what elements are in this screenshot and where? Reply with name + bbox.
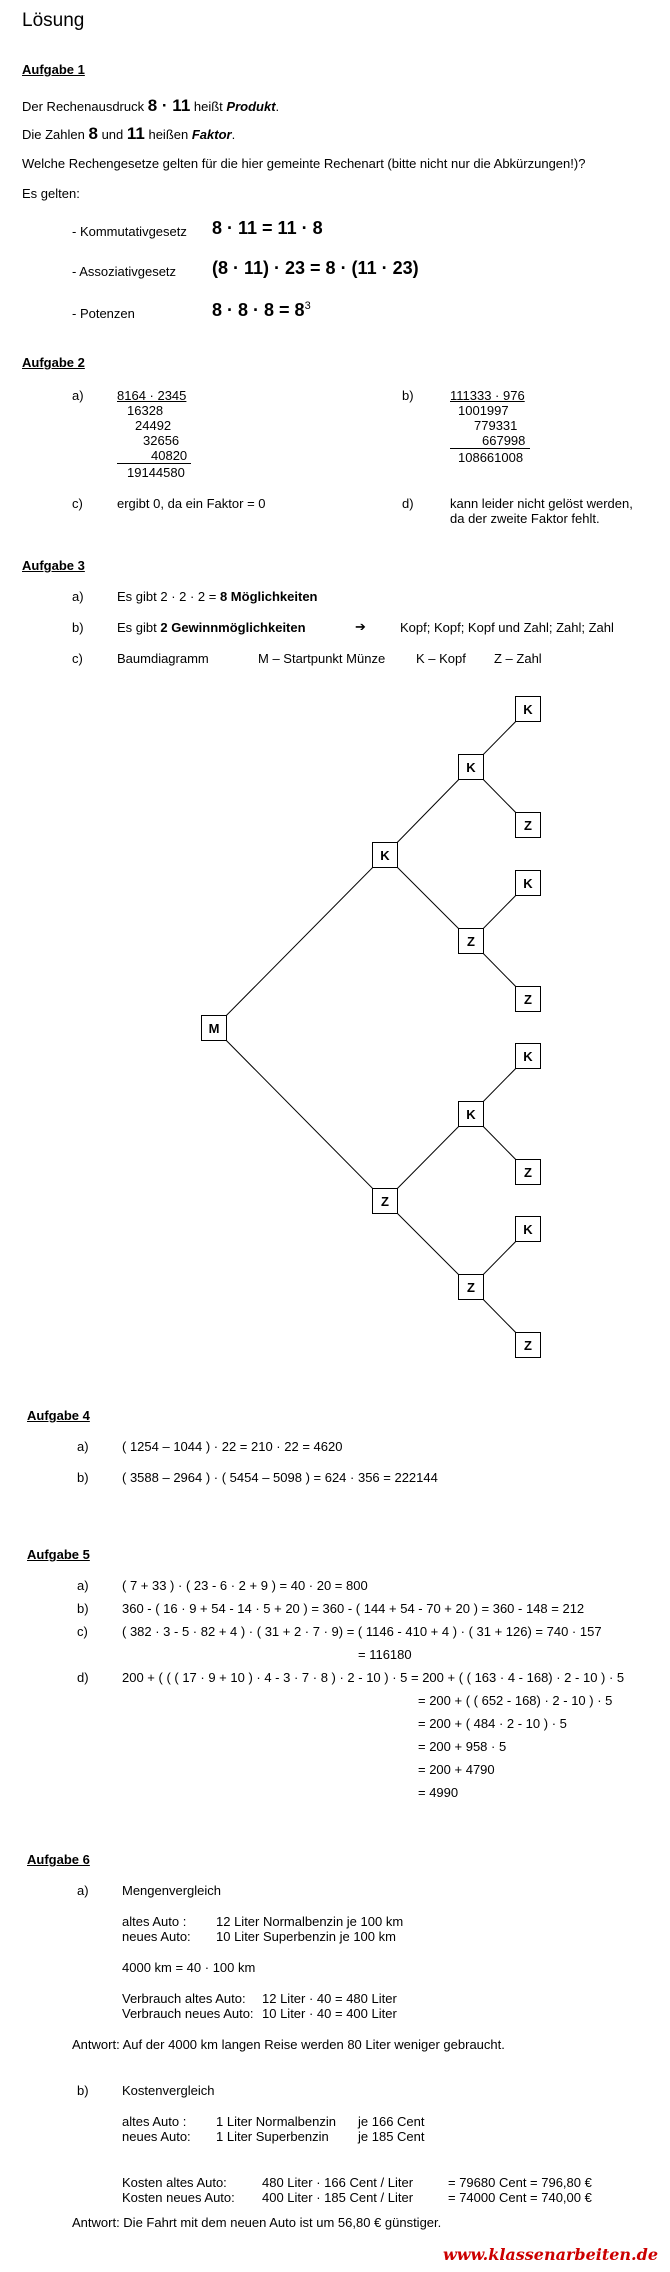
a5-label-d: d) <box>77 1670 89 1685</box>
a6-b-k1c: = 79680 Cent = 796,80 € <box>448 2175 592 2190</box>
a5-d-step: = 200 + 4790 <box>418 1762 495 1777</box>
a6-b-l1b: 1 Liter Normalbenzin <box>216 2114 336 2129</box>
a2-d-text-1: kann leider nicht gelöst werden, <box>450 496 633 511</box>
a6-label-a: a) <box>77 1883 89 1898</box>
a1-es-gelten: Es gelten: <box>22 186 80 201</box>
footer-link[interactable]: www.klassenarbeiten.de <box>442 2245 658 2264</box>
tree-node-k: K <box>515 870 541 896</box>
aufgabe-2-heading: Aufgabe 2 <box>22 355 85 370</box>
a6-b-l1a: altes Auto : <box>122 2114 187 2129</box>
a6-b-answer: Antwort: Die Fahrt mit dem neuen Auto ist um 56,80 € günstiger. <box>72 2215 442 2230</box>
a4-label-b: b) <box>77 1470 89 1485</box>
a4-a-text: ( 1254 – 1044 ) · 22 = 210 · 22 = 4620 <box>122 1439 343 1454</box>
aufgabe-6-heading: Aufgabe 6 <box>27 1852 90 1867</box>
tree-node-k: K <box>515 696 541 722</box>
tree-node-z: Z <box>515 812 541 838</box>
a3-label-a: a) <box>72 589 84 604</box>
a5-c-result: = 116180 <box>358 1647 412 1662</box>
a5-d-step: = 200 + ( ( 652 - 168) · 2 - 10 ) · 5 <box>418 1693 613 1708</box>
a6-b-k2b: 400 Liter · 185 Cent / Liter <box>262 2190 414 2205</box>
a2-a-partial: 40820 <box>151 448 188 463</box>
tree-node-k: K <box>458 754 484 780</box>
a2-a-factor-line: 8164 · 2345 <box>117 388 187 403</box>
aufgabe-5-heading: Aufgabe 5 <box>27 1547 90 1562</box>
a5-label-b: b) <box>77 1601 89 1616</box>
a3-c-text-2: M – Startpunkt Münze <box>258 651 386 666</box>
a2-b-partial: 667998 <box>482 433 526 448</box>
aufgabe-1-heading: Aufgabe 1 <box>22 62 85 77</box>
tree-node-z: Z <box>515 1159 541 1185</box>
a3-c-text-4: Z – Zahl <box>494 651 542 666</box>
a6-b-l1c: je 166 Cent <box>358 2114 425 2129</box>
a5-label-c: c) <box>77 1624 88 1639</box>
a5-d-step: = 4990 <box>418 1785 459 1800</box>
a5-d-text: 200 + ( ( ( 17 · 9 + 10 ) · 4 - 3 · 7 · 8 ) · 2 - 10 ) · 5 = 200 + ( ( 163 · 4 - 168) · 2 - 10 ) · 5 <box>122 1670 625 1685</box>
a1-line-2: Die Zahlen 8 und 11 heißen Faktor. <box>22 124 236 143</box>
a6-a-v1a: Verbrauch altes Auto: <box>122 1991 246 2006</box>
a6-a-l1b: 12 Liter Normalbenzin je 100 km <box>216 1914 404 1929</box>
a6-a-v2a: Verbrauch neues Auto: <box>122 2006 254 2021</box>
tree-node-z: Z <box>372 1188 398 1214</box>
a2-a-partial: 16328 <box>127 403 164 418</box>
page-title: Lösung <box>22 10 85 31</box>
a6-label-b: b) <box>77 2083 89 2098</box>
a2-b-partial: 779331 <box>474 418 518 433</box>
a6-a-km: 4000 km = 40 · 100 km <box>122 1960 256 1975</box>
a2-c-text: ergibt 0, da ein Faktor = 0 <box>117 496 266 511</box>
tree-node-z: Z <box>515 1332 541 1358</box>
law-expr: $8 \cdot 8 \cdot 8 = 8^3$ <box>212 300 311 320</box>
a5-label-a: a) <box>77 1578 89 1593</box>
tree-node-z: Z <box>515 986 541 1012</box>
tree-node-k: K <box>515 1216 541 1242</box>
a6-b-title: Kostenvergleich <box>122 2083 215 2098</box>
law-expr: (8 · 11) · 23 = 8 · (11 · 23) <box>212 258 419 278</box>
aufgabe-3-heading: Aufgabe 3 <box>22 558 85 573</box>
a6-b-l2b: 1 Liter Superbenzin <box>216 2129 329 2144</box>
law-name: - Kommutativgesetz <box>72 224 187 239</box>
a5-a-text: ( 7 + 33 ) · ( 23 - 6 · 2 + 9 ) = 40 · 20 = 800 <box>122 1578 368 1593</box>
a6-a-l2a: neues Auto: <box>122 1929 191 1944</box>
aufgabe-4-heading: Aufgabe 4 <box>27 1408 90 1423</box>
tree-node-z: Z <box>458 928 484 954</box>
law-expr: 8 · 11 = 11 · 8 <box>212 218 323 238</box>
a6-b-k1b: 480 Liter · 166 Cent / Liter <box>262 2175 414 2190</box>
a3-label-b: b) <box>72 620 84 635</box>
tree-node-z: Z <box>458 1274 484 1300</box>
tree-node-k: K <box>515 1043 541 1069</box>
law-name: - Assoziativgesetz <box>72 264 177 279</box>
a5-b-text: 360 - ( 16 · 9 + 54 - 14 · 5 + 20 ) = 360 - ( 144 + 54 - 70 + 20 ) = 360 - 148 = 212 <box>122 1601 585 1616</box>
a3-label-c: c) <box>72 651 83 666</box>
a6-a-v1b: 12 Liter · 40 = 480 Liter <box>262 1991 397 2006</box>
a2-b-factor-line: 111333 · 976 <box>450 388 525 403</box>
a6-b-k1a: Kosten altes Auto: <box>122 2175 227 2190</box>
a2-a-result: 19144580 <box>127 465 185 480</box>
a6-a-answer: Antwort: Auf der 4000 km langen Reise werden 80 Liter weniger gebraucht. <box>72 2037 505 2052</box>
a2-a-partial: 32656 <box>143 433 180 448</box>
a3-a-text: Es gibt 2 · 2 · 2 = 8 Möglichkeiten <box>117 589 318 604</box>
arrow-right-icon: ➔ <box>355 619 366 634</box>
a5-d-step: = 200 + 958 · 5 <box>418 1739 507 1754</box>
a2-d-text-2: da der zweite Faktor fehlt. <box>450 511 600 526</box>
a2-label-a: a) <box>72 388 84 403</box>
a6-b-l2a: neues Auto: <box>122 2129 191 2144</box>
a2-b-result: 108661008 <box>458 450 524 465</box>
a3-b-text: Es gibt 2 Gewinnmöglichkeiten <box>117 620 306 635</box>
a6-b-l2c: je 185 Cent <box>358 2129 425 2144</box>
a6-a-v2b: 10 Liter · 40 = 400 Liter <box>262 2006 397 2021</box>
a6-a-l2b: 10 Liter Superbenzin je 100 km <box>216 1929 396 1944</box>
a6-a-l1a: altes Auto : <box>122 1914 187 1929</box>
a2-label-b: b) <box>402 388 414 403</box>
tree-node-k: K <box>372 842 398 868</box>
a5-c-text: ( 382 · 3 - 5 · 82 + 4 ) · ( 31 + 2 · 7 · 9) = ( 1146 - 410 + 4 ) · ( 31 + 126) = 740 · 157 <box>122 1624 602 1639</box>
a1-question: Welche Rechengesetze gelten für die hier gemeinte Rechenart (bitte nicht nur die Abkürzungen!)? <box>22 156 586 171</box>
tree-node-root: M <box>201 1015 227 1041</box>
a3-b-result: Kopf; Kopf; Kopf und Zahl; Zahl; Zahl <box>400 620 614 635</box>
a4-label-a: a) <box>77 1439 89 1454</box>
a2-label-c: c) <box>72 496 83 511</box>
a3-c-text-1: Baumdiagramm <box>117 651 209 666</box>
tree-node-k: K <box>458 1101 484 1127</box>
a1-line-1: Der Rechenausdruck 8 · 11 heißt Produkt. <box>22 96 280 115</box>
a6-b-k2a: Kosten neues Auto: <box>122 2190 235 2205</box>
a3-c-text-3: K – Kopf <box>416 651 466 666</box>
a2-b-partial: 1001997 <box>458 403 509 418</box>
law-name: - Potenzen <box>72 306 135 321</box>
a2-a-partial: 24492 <box>135 418 172 433</box>
a4-b-text: ( 3588 – 2964 ) · ( 5454 – 5098 ) = 624 · 356 = 222144 <box>122 1470 438 1485</box>
a6-a-title: Mengenvergleich <box>122 1883 222 1898</box>
a5-d-step: = 200 + ( 484 · 2 - 10 ) · 5 <box>418 1716 567 1731</box>
a2-label-d: d) <box>402 496 414 511</box>
a6-b-k2c: = 74000 Cent = 740,00 € <box>448 2190 592 2205</box>
